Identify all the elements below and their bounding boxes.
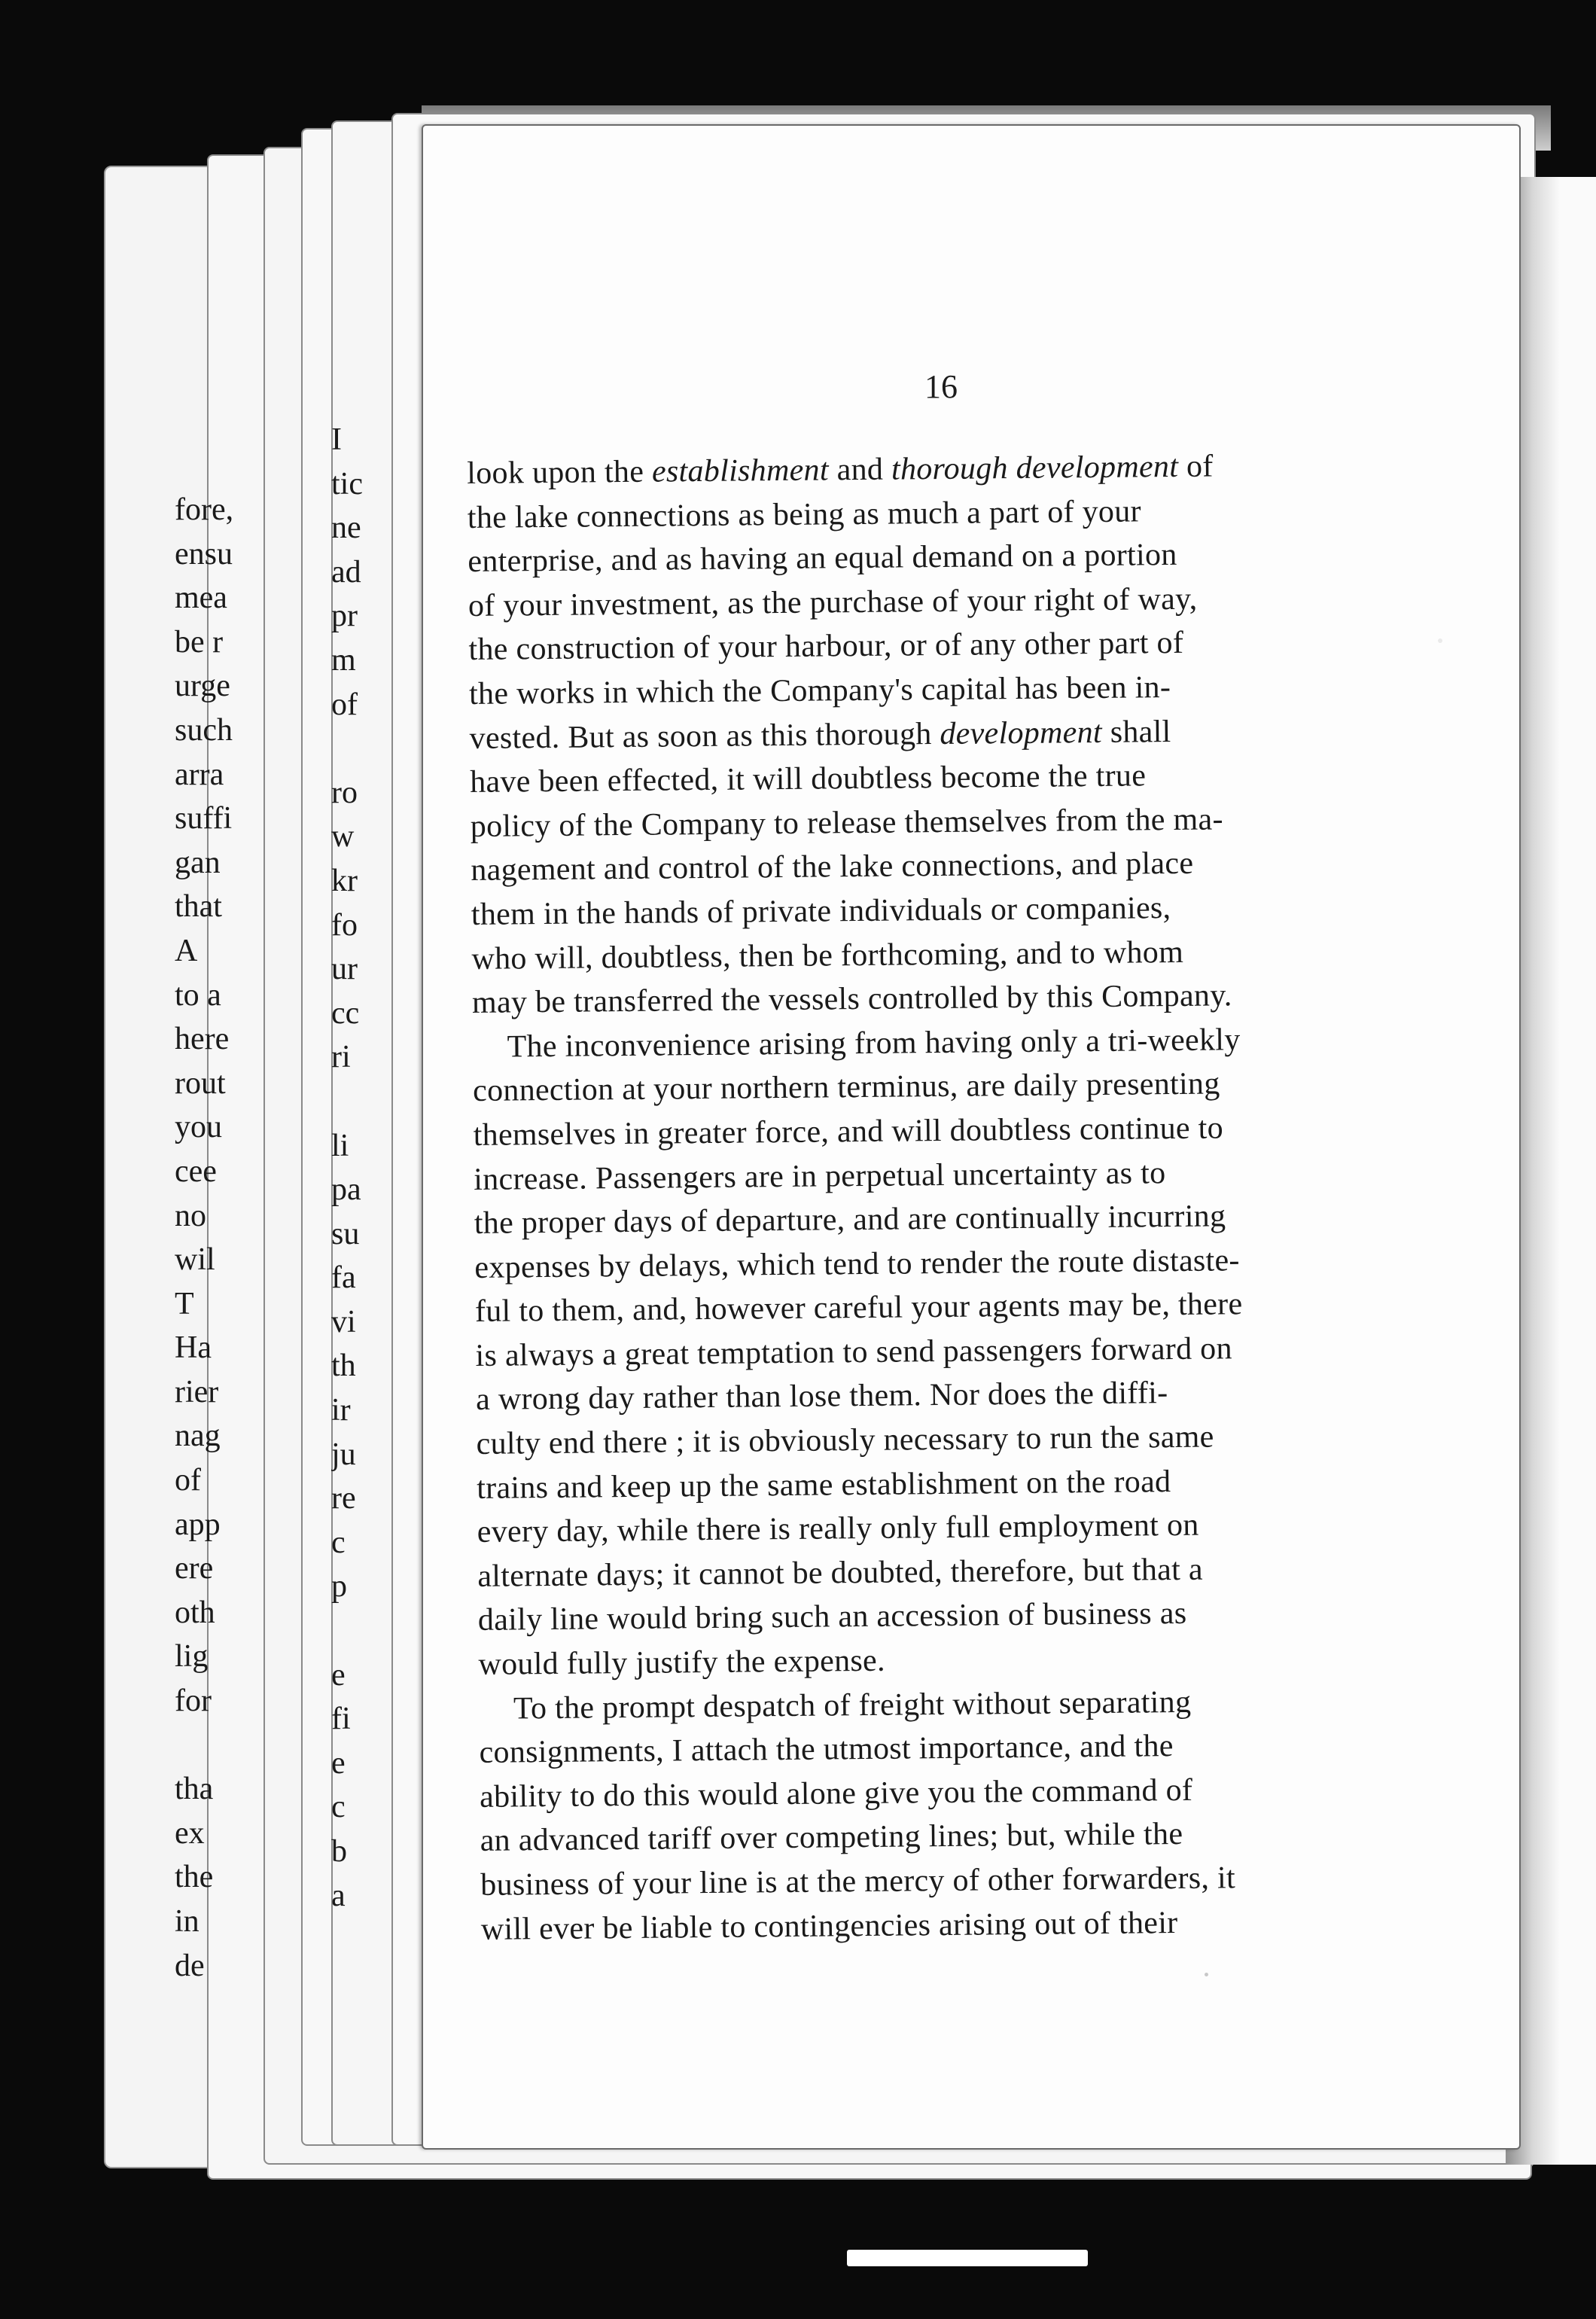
bleed-text-fragment: ne	[331, 510, 361, 546]
bleed-text-fragment: rout	[175, 1065, 226, 1101]
bleed-text-fragment: b	[331, 1834, 347, 1869]
italic-phrase: establishment	[651, 453, 830, 489]
page-body-text	[467, 443, 1403, 1952]
bleed-text-fragment: cee	[175, 1153, 217, 1189]
bleed-text-fragment: I	[331, 422, 342, 457]
text-run: may be transferred the vessels controlled by this Company.	[471, 978, 1232, 1021]
bleed-text-fragment: cc	[331, 995, 360, 1031]
text-run: them in the hands of private individuals or companies,	[471, 890, 1171, 932]
bleed-text-fragment: ur	[331, 952, 358, 987]
text-run: To the prompt despatch of freight without separating	[513, 1684, 1192, 1726]
page-number: 16	[924, 368, 958, 405]
text-run: have been effected, it will doubtless become the true	[469, 758, 1147, 800]
bleed-text-fragment: ensu	[175, 536, 233, 571]
paper-speck	[1438, 638, 1442, 643]
bleed-text-fragment: e	[331, 1745, 346, 1781]
text-run: every day, while there is really only full employment on	[477, 1507, 1199, 1550]
text-run: the works in which the Company's capital has been in-	[468, 670, 1171, 712]
bleed-text-fragment: kr	[331, 863, 358, 898]
scanner-mark	[847, 2250, 1088, 2266]
bleed-text-fragment: no	[175, 1198, 206, 1233]
bleed-text-fragment: re	[331, 1481, 356, 1516]
bleed-text-fragment: w	[331, 819, 355, 855]
bleed-text-fragment: e	[331, 1657, 346, 1693]
bleed-text-fragment: oth	[175, 1595, 215, 1630]
bleed-text-fragment: rier	[175, 1374, 219, 1409]
bleed-text-fragment: fi	[331, 1702, 351, 1737]
bleed-text-fragment	[331, 1609, 399, 1653]
bleed-text-fragment: ri	[331, 1040, 351, 1075]
text-run: consignments, I attach the utmost importance, and the	[479, 1729, 1174, 1771]
bleed-text-fragment: c	[331, 1790, 346, 1825]
text-run: ability to do this would alone give you the command of	[479, 1772, 1193, 1815]
bleed-text-fragment: the	[175, 1860, 214, 1895]
text-run: daily line would bring such an accession of business as	[477, 1596, 1187, 1638]
underlying-page-text	[175, 488, 250, 1988]
text-run: policy of the Company to release themselves from the ma-	[470, 802, 1223, 844]
bleed-text-fragment: tha	[175, 1772, 214, 1807]
text-run: who will, doubtless, then be forthcoming, and to whom	[471, 934, 1184, 977]
text-run: expenses by delays, which tend to render the route distaste-	[474, 1242, 1240, 1285]
bleed-text-fragment: de	[175, 1948, 205, 1983]
bleed-text-fragment: wil	[175, 1242, 215, 1278]
bleed-text-fragment: ir	[331, 1393, 351, 1428]
text-line	[481, 1899, 1404, 1952]
text-run: an advanced tariff over competing lines; but, while the	[480, 1817, 1183, 1859]
bleed-text-fragment: such	[175, 712, 233, 748]
text-run: and	[828, 452, 892, 488]
underlying-page-text-inner	[331, 418, 399, 1918]
text-run: themselves in greater force, and will doubtless continue to	[473, 1111, 1224, 1153]
bleed-text-fragment: th	[331, 1348, 356, 1384]
text-run: look upon the	[467, 454, 653, 491]
bleed-text-fragment: ere	[175, 1551, 214, 1586]
bleed-text-fragment: vi	[331, 1304, 356, 1339]
text-run: connection at your northern terminus, are daily presenting	[472, 1066, 1220, 1109]
text-run: culty end there ; it is obviously necessary to run the same	[476, 1419, 1214, 1462]
text-run: vested. But as soon as this thorough	[469, 716, 940, 756]
bleed-text-fragment: mea	[175, 581, 227, 616]
text-run: of	[1177, 449, 1214, 484]
bleed-text-fragment	[175, 1723, 250, 1768]
text-run: trains and keep up the same establishment on the road	[476, 1464, 1171, 1506]
text-run: will ever be liable to contingencies arising out of their	[480, 1905, 1178, 1947]
text-run: is always a great temptation to send passengers forward on	[475, 1331, 1232, 1373]
paper-speck	[1205, 1973, 1208, 1976]
text-run: the proper days of departure, and are continually incurring	[474, 1199, 1226, 1242]
bleed-text-fragment: a	[331, 1878, 346, 1913]
bleed-text-fragment: m	[331, 642, 356, 678]
text-run: ful to them, and, however careful your agents may be, there	[474, 1287, 1243, 1330]
bleed-text-fragment	[331, 727, 399, 771]
bleed-text-fragment: ro	[331, 775, 358, 810]
bleed-text-fragment: you	[175, 1110, 222, 1145]
bleed-text-fragment: T	[175, 1286, 194, 1321]
bleed-text-fragment: tic	[331, 466, 363, 501]
bleed-text-fragment: to a	[175, 977, 221, 1013]
bleed-text-fragment: of	[331, 687, 358, 722]
bleed-text-fragment: nag	[175, 1419, 221, 1454]
text-run: business of your line is at the mercy of other forwarders, it	[480, 1860, 1236, 1903]
bleed-text-fragment: p	[331, 1569, 347, 1604]
bleed-text-fragment: Ha	[175, 1330, 212, 1366]
bleed-text-fragment: app	[175, 1507, 221, 1542]
bleed-text-fragment: li	[331, 1128, 349, 1163]
text-run: a wrong day rather than lose them. Nor does the diffi-	[475, 1376, 1168, 1418]
text-run: would fully justify the expense.	[478, 1643, 886, 1682]
bleed-text-fragment: for	[175, 1684, 212, 1719]
bleed-text-fragment: ad	[331, 554, 361, 590]
bleed-text-fragment: be r	[175, 624, 224, 660]
text-run: alternate days; it cannot be doubted, therefore, but that a	[477, 1552, 1204, 1594]
bleed-text-fragment: urge	[175, 669, 230, 704]
bleed-text-fragment: arra	[175, 757, 224, 792]
bleed-text-fragment: fa	[331, 1260, 356, 1296]
italic-phrase: development	[940, 715, 1103, 751]
bleed-text-fragment: c	[331, 1525, 346, 1560]
text-run: the construction of your harbour, or of any other part of	[468, 626, 1184, 668]
bleed-text-fragment	[331, 1080, 399, 1124]
bleed-text-fragment: that	[175, 889, 222, 925]
bleed-text-fragment: pr	[331, 599, 358, 634]
bleed-text-fragment: fo	[331, 907, 358, 943]
text-run: shall	[1101, 714, 1171, 750]
bleed-text-fragment: pa	[331, 1172, 361, 1208]
bleed-text-fragment: fore,	[175, 492, 234, 527]
bleed-text-fragment: suffi	[175, 801, 233, 836]
text-run: the lake connections as being as much a part of your	[467, 493, 1142, 535]
bleed-text-fragment: ju	[331, 1437, 356, 1472]
text-run: The inconvenience arising from having only a tri-weekly	[507, 1022, 1241, 1065]
bleed-text-fragment: ex	[175, 1815, 205, 1851]
italic-phrase: thorough development	[891, 449, 1179, 487]
bleed-text-fragment: su	[331, 1216, 360, 1251]
text-run: enterprise, and as having an equal demand on a portion	[468, 538, 1177, 580]
text-run: nagement and control of the lake connections, and place	[471, 846, 1194, 888]
bleed-text-fragment: here	[175, 1022, 230, 1057]
bleed-text-fragment: lig	[175, 1639, 209, 1674]
bleed-text-fragment: gan	[175, 845, 221, 880]
bleed-text-fragment: of	[175, 1463, 201, 1498]
text-run: increase. Passengers are in perpetual uncertainty as to	[474, 1155, 1166, 1197]
bleed-text-fragment: A	[175, 933, 198, 968]
bleed-text-fragment: in	[175, 1904, 200, 1939]
text-run: of your investment, as the purchase of your right of way,	[468, 581, 1198, 623]
